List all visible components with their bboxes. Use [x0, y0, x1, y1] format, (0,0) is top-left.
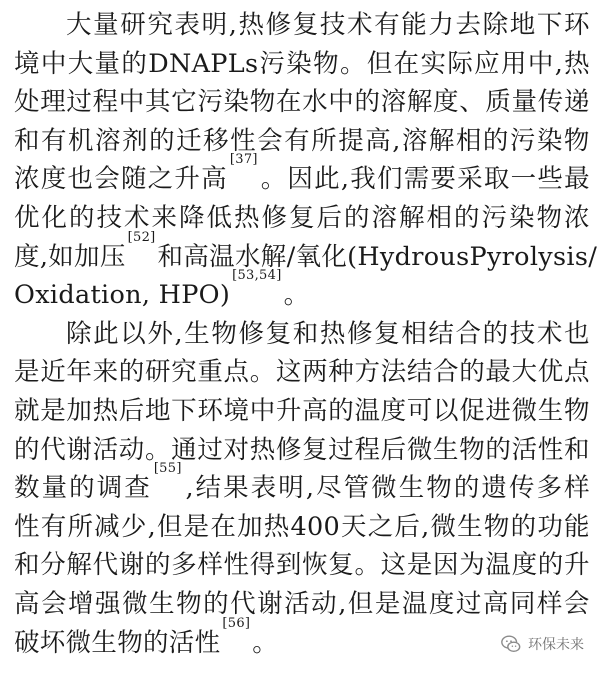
text-line: 数 量 的 调 查 [55] , 结 果 表 明 , 尽 管 微 生 物 的 遗 传 多 样	[14, 469, 590, 508]
text-line: 高 会 增 强 微 生 物 的 代 谢 活 动 , 但 是 温 度 过 高 同 样 会	[14, 588, 590, 619]
text-line: 处 理 过 程 中 其 它 污 染 物 在 水 中 的 溶 解 度 、 质 量 传 递	[14, 87, 590, 118]
text-line: Oxidation, HPO) [53,54] 。	[14, 276, 590, 315]
text-line: 就 是 加 热 后 地 下 环 境 中 升 高 的 温 度 可 以 促 进 微 生 物	[14, 395, 590, 426]
citation-ref: [52]	[127, 229, 156, 245]
wechat-icon	[500, 633, 522, 655]
text-line: 和 有 机 溶 剂 的 迁 移 性 会 有 所 提 高 , 溶 解 相 的 污 染 物	[14, 125, 590, 156]
citation-ref: [37]	[229, 152, 258, 168]
text-line: 是 近 年 来 的 研 究 重 点 。 这 两 种 方 法 结 合 的 最 大 优 点	[14, 357, 590, 388]
text-line: 除 此 以 外 , 生 物 修 复 和 热 修 复 相 结 合 的 技 术 也	[66, 318, 590, 349]
text-line: 度 , 如 加 压 [52] 和 高 温 水 解 / 氧 化 ( Hydrous Pyrolysis /	[14, 238, 590, 277]
text-line: 大 量 研 究 表 明 , 热 修 复 技 术 有 能 力 去 除 地 下 环	[66, 10, 590, 40]
citation-ref: [53,54]	[232, 268, 282, 284]
watermark	[500, 633, 584, 655]
text-line: 境 中 大 量 的 DNAPLs 污 染 物 。 但 在 实 际 应 用 中 , 热	[14, 48, 590, 79]
citation-ref: [56]	[222, 615, 251, 631]
text-line: 浓 度 也 会 随 之 升 高 [37] 。 因 此 , 我 们 需 要 采 取 一 些 最	[14, 160, 590, 199]
paragraph	[14, 6, 598, 315]
text-line: 的 代 谢 活 动 。 通 过 对 热 修 复 过 程 后 微 生 物 的 活 性 和	[14, 434, 590, 465]
text-line: 优 化 的 技 术 来 降 低 热 修 复 后 的 溶 解 相 的 污 染 物 浓	[14, 202, 590, 233]
paragraph	[14, 315, 590, 662]
text-line: 性 有 所 减 少 , 但 是 在 加 热 400 天 之 后 , 微 生 物 的 功 能	[14, 511, 590, 542]
citation-ref: [55]	[153, 461, 182, 477]
document-body	[14, 6, 598, 662]
watermark-text: 环保未来	[528, 637, 584, 653]
text-line: 和 分 解 代 谢 的 多 样 性 得 到 恢 复 。 这 是 因 为 温 度 的 升	[14, 550, 590, 581]
text-line: 破坏微生物的活性 [56] 。	[14, 624, 590, 663]
